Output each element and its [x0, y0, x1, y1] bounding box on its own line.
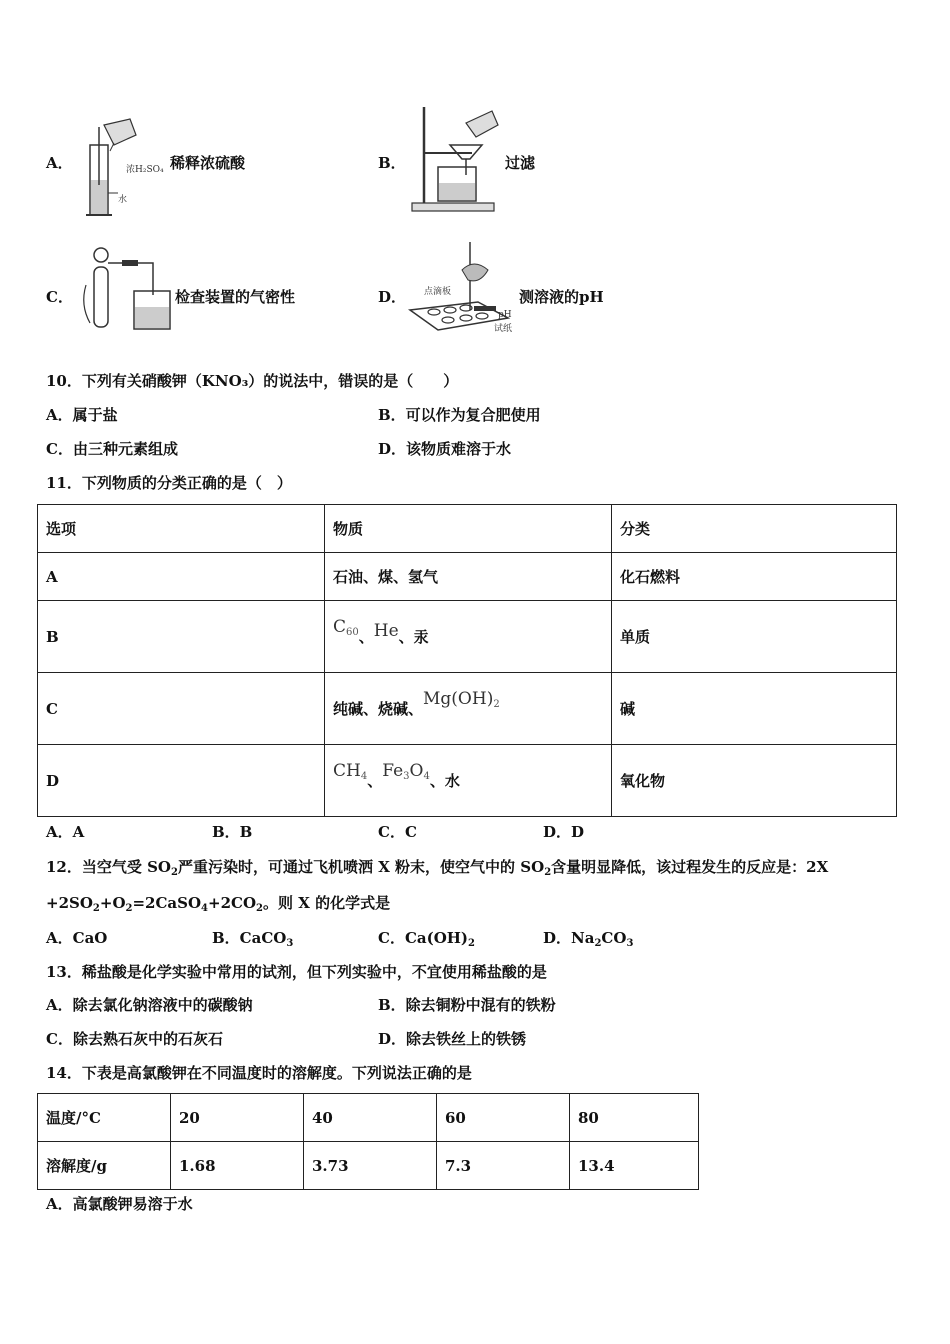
q14-option-a: A．高氯酸钾易溶于水 — [46, 1195, 193, 1213]
row-b-category: 单质 — [612, 601, 897, 673]
row-b-substance: $C_{60}$、He、汞 — [325, 601, 612, 673]
formula-mgoh2: $Mg(OH)_2$ — [423, 689, 500, 710]
temperature-cell: 40 — [304, 1094, 437, 1142]
row-d-category: 氧化物 — [612, 745, 897, 817]
q9-option-d-letter: D． — [378, 288, 407, 306]
table-header-row — [38, 505, 897, 553]
q10-option-d: D．该物质难溶于水 — [378, 440, 512, 458]
solubility-cell: 7.3 — [437, 1142, 570, 1190]
q11-answer-b: B．B — [212, 823, 253, 841]
q12-option-a: A．CaO — [46, 929, 108, 947]
table-row — [38, 1094, 699, 1142]
q10-option-b: B．可以作为复合肥使用 — [378, 406, 541, 424]
q9-option-a-label: 稀释浓硫酸 — [170, 154, 246, 172]
q14-solubility-table — [37, 1093, 699, 1190]
header-category: 分类 — [612, 505, 897, 553]
q9-d-plate-label: 点滴板 — [424, 287, 452, 297]
table-row — [38, 601, 897, 673]
formula-c60: $C_{60}$ — [333, 617, 359, 638]
q9-option-b-label: 过滤 — [505, 154, 536, 172]
solubility-cell: 1.68 — [171, 1142, 304, 1190]
q13-option-b: B．除去铜粉中混有的铁粉 — [378, 996, 556, 1014]
row-a-substance: 石油、煤、氢气 — [325, 553, 612, 601]
table-row — [38, 673, 897, 745]
solubility-header: 溶解度/g — [38, 1142, 171, 1190]
solubility-cell: 13.4 — [570, 1142, 699, 1190]
temperature-cell: 80 — [570, 1094, 699, 1142]
q13-stem: 13．稀盐酸是化学实验中常用的试剂，但下列实验中，不宜使用稀盐酸的是 — [46, 963, 547, 981]
q9-option-b-letter: B． — [378, 154, 406, 172]
row-d-option: D — [38, 745, 325, 817]
header-option: 选项 — [38, 505, 325, 553]
q9-option-c-label: 检查装置的气密性 — [175, 288, 296, 306]
q11-answer-d: D．D — [543, 823, 585, 841]
row-c-category: 碱 — [612, 673, 897, 745]
q14-stem: 14．下表是高氯酸钾在不同温度时的溶解度。下列说法正确的是 — [46, 1064, 472, 1082]
q11-answer-a: A．A — [46, 823, 85, 841]
table-row — [38, 1142, 699, 1190]
q9-d-paper-label-2: 试纸 — [494, 324, 513, 334]
q11-stem: 11．下列物质的分类正确的是（ ） — [46, 474, 292, 492]
q12-stem-line1: 12．当空气受 $SO_2$严重污染时，可通过飞机喷洒 X 粉末，使空气中的 $SO_2$含量明显降低，该过程发生的反应是：2X — [46, 858, 829, 878]
q9-option-d-label: 测溶液的pH — [519, 288, 604, 306]
q12-option-c: C．$Ca(OH)_2$ — [378, 929, 475, 949]
row-b-option: B — [38, 601, 325, 673]
temperature-cell: 60 — [437, 1094, 570, 1142]
q9-a-acid-label: 浓H₂SO₄ — [126, 165, 164, 175]
solubility-cell: 3.73 — [304, 1142, 437, 1190]
q13-option-a: A．除去氯化钠溶液中的碳酸钠 — [46, 996, 253, 1014]
q11-classification-table — [37, 504, 897, 817]
table-row — [38, 745, 897, 817]
q9-d-paper-label-1: pH — [498, 310, 512, 320]
q13-option-d: D．除去铁丝上的铁锈 — [378, 1030, 527, 1048]
q11-answer-c: C．C — [378, 823, 417, 841]
temperature-header: 温度/°C — [38, 1094, 171, 1142]
row-c-substance: 纯碱、烧碱、$Mg(OH)_2$ — [325, 673, 612, 745]
q9-option-a-letter: A． — [46, 154, 73, 172]
filtration-apparatus-icon — [410, 105, 505, 215]
row-a-category: 化石燃料 — [612, 553, 897, 601]
formula-ch4: $CH_4$ — [333, 761, 368, 782]
row-a-option: A — [38, 553, 325, 601]
formula-fe3o4: $Fe_3O_4$ — [382, 761, 430, 782]
q9-a-water-label: 水 — [118, 195, 128, 205]
formula-he: He — [373, 621, 399, 641]
table-row — [38, 553, 897, 601]
row-d-substance: $CH_4$、$Fe_3O_4$、水 — [325, 745, 612, 817]
temperature-cell: 20 — [171, 1094, 304, 1142]
q9-option-c-letter: C． — [46, 288, 73, 306]
q12-option-b: B．CaCO$_3$ — [212, 929, 294, 949]
q10-option-a: A．属于盐 — [46, 406, 118, 424]
airtightness-check-apparatus-icon — [78, 245, 173, 335]
q13-option-c: C．除去熟石灰中的石灰石 — [46, 1030, 223, 1048]
q10-stem: 10．下列有关硝酸钾（KNO₃）的说法中，错误的是（ ） — [46, 372, 459, 390]
q12-stem-line2: $+2SO_2+O_2=2CaSO_4+2CO_2$。则 X 的化学式是 — [46, 894, 391, 914]
row-c-option: C — [38, 673, 325, 745]
header-substance: 物质 — [325, 505, 612, 553]
q10-option-c: C．由三种元素组成 — [46, 440, 178, 458]
q12-option-d: D．$Na_2CO_3$ — [543, 929, 634, 949]
